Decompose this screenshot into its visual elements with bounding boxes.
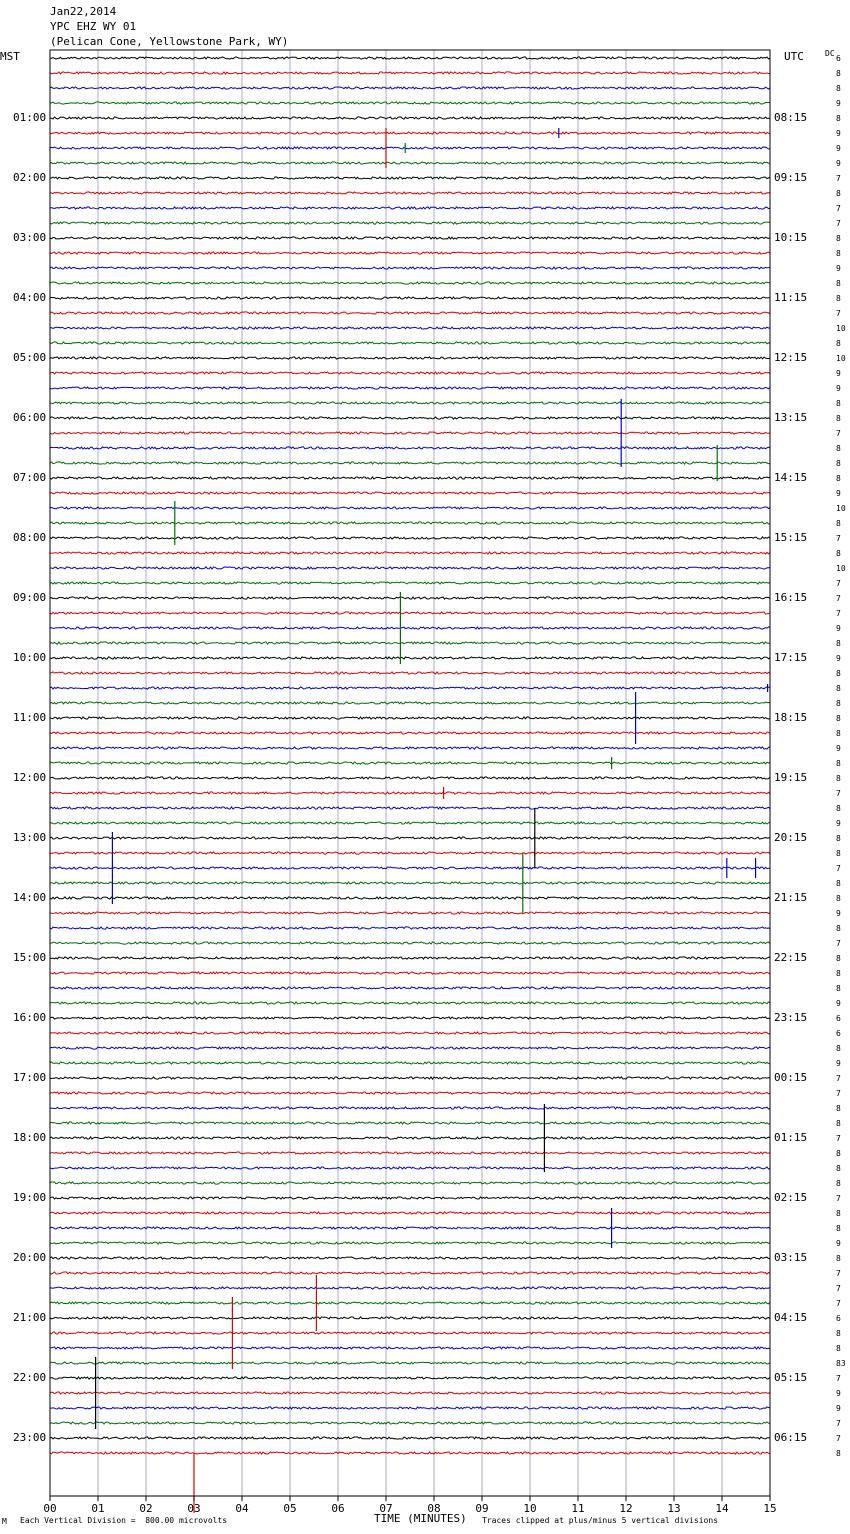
dc-value: 8 [836,444,841,453]
trace-row [50,1272,770,1274]
dc-value: 10 [836,324,846,333]
dc-value: 7 [836,429,841,438]
dc-value: 9 [836,489,841,498]
trace-row [50,297,770,299]
x-tick-label: 01 [91,1502,105,1515]
x-tick-label: 11 [571,1502,585,1515]
trace-rows [50,57,770,1454]
mst-hour-label: 15:00 [13,951,47,964]
trace-row [50,207,770,209]
dc-value: 8 [836,1344,841,1353]
trace-row [50,687,770,689]
dc-value: 7 [836,789,841,798]
trace-row [50,177,770,179]
mst-hour-label: 14:00 [13,891,47,904]
trace-row [50,972,770,974]
trace-row [50,117,770,119]
trace-row [50,537,770,539]
dc-value: 6 [836,54,841,63]
mst-hour-label: 08:00 [13,531,47,544]
trace-row [50,1167,770,1169]
trace-row [50,1092,770,1094]
dc-value: 9 [836,144,841,153]
header-location: (Pelican Cone, Yellowstone Park, WY) [50,35,289,48]
trace-row [50,822,770,824]
trace-row [50,1182,770,1184]
dc-value: 10 [836,564,846,573]
dc-value: 6 [836,1314,841,1323]
mst-hour-label: 10:00 [13,651,47,664]
trace-row [50,612,770,614]
dc-value: 7 [836,1374,841,1383]
clip-note: Traces clipped at plus/minus 5 vertical divisions [482,1516,719,1525]
mst-hour-label: 23:00 [13,1431,47,1444]
utc-hour-label: 09:15 [774,171,808,184]
trace-row [50,897,770,899]
mst-hour-label: 13:00 [13,831,47,844]
dc-value: 8 [836,1044,841,1053]
header-date: Jan22,2014 [50,5,117,18]
trace-row [50,1062,770,1064]
dc-value: 8 [836,1179,841,1188]
dc-value: 9 [836,159,841,168]
trace-row [50,672,770,674]
utc-hour-label: 17:15 [774,651,808,664]
mst-hour-label: 18:00 [13,1131,47,1144]
x-tick-label: 13 [667,1502,681,1515]
trace-row [50,1452,770,1454]
utc-hour-label: 05:15 [774,1371,808,1384]
dc-value: 10 [836,504,846,513]
x-tick-label: 15 [763,1502,777,1515]
trace-row [50,1242,770,1244]
mst-hour-label: 19:00 [13,1191,47,1204]
utc-hour-label: 23:15 [774,1011,808,1024]
dc-value: 7 [836,594,841,603]
utc-hour-label: 16:15 [774,591,808,604]
trace-row [50,1317,770,1319]
trace-row [50,1212,770,1214]
trace-row [50,627,770,629]
dc-value: 8 [836,699,841,708]
dc-value: 9 [836,654,841,663]
dc-value: 7 [836,534,841,543]
trace-row [50,282,770,284]
trace-row [50,222,770,224]
mst-hour-label: 01:00 [13,111,47,124]
utc-hour-label: 14:15 [774,471,808,484]
dc-value: 8 [836,1329,841,1338]
dc-value: 9 [836,999,841,1008]
trace-row [50,987,770,989]
utc-hour-label: 15:15 [774,531,808,544]
dc-value: 9 [836,369,841,378]
trace-row [50,1257,770,1259]
dc-value: 7 [836,174,841,183]
dc-value: 8 [836,684,841,693]
utc-hour-label: 13:15 [774,411,808,424]
dc-value: 8 [836,549,841,558]
trace-row [50,57,770,59]
trace-row [50,792,770,794]
trace-row [50,1392,770,1394]
mst-hour-label: 05:00 [13,351,47,364]
trace-row [50,912,770,914]
trace-row [50,522,770,524]
dc-value: 8 [836,1119,841,1128]
x-tick-label: 08 [427,1502,441,1515]
dc-value: 9 [836,744,841,753]
trace-row [50,1437,770,1439]
seismic-events [96,128,768,1513]
dc-value: 8 [836,459,841,468]
dc-value: 8 [836,339,841,348]
dc-value: 7 [836,609,841,618]
dc-value: 9 [836,1239,841,1248]
trace-row [50,402,770,404]
dc-value: 8 [836,834,841,843]
dc-value: 8 [836,1149,841,1158]
dc-value: 8 [836,294,841,303]
trace-row [50,732,770,734]
dc-value: 7 [836,219,841,228]
utc-hour-label: 11:15 [774,291,808,304]
dc-value: 7 [836,309,841,318]
x-tick-label: 14 [715,1502,729,1515]
x-tick-label: 10 [523,1502,537,1515]
dc-value: 9 [836,1404,841,1413]
trace-row [50,642,770,644]
mst-hour-label: 03:00 [13,231,47,244]
trace-row [50,1362,770,1364]
trace-row [50,327,770,329]
dc-value: 7 [836,579,841,588]
utc-hour-label: 19:15 [774,771,808,784]
trace-row [50,147,770,149]
x-axis-title: TIME (MINUTES) [374,1512,467,1525]
dc-value: 7 [836,1089,841,1098]
trace-row [50,942,770,944]
trace-row [50,252,770,254]
mst-hour-label: 22:00 [13,1371,47,1384]
mst-hour-label: 09:00 [13,591,47,604]
dc-value: 8 [836,249,841,258]
dc-value: 8 [836,519,841,528]
dc-value: 6 [836,1014,841,1023]
x-tick-label: 05 [283,1502,297,1515]
dc-value: 7 [836,1134,841,1143]
dc-value: 8 [836,1449,841,1458]
trace-row [50,1077,770,1079]
trace-row [50,162,770,164]
dc-value: 8 [836,924,841,933]
dc-value: 9 [836,1389,841,1398]
trace-row [50,1227,770,1229]
trace-row [50,1122,770,1124]
utc-hour-label: 10:15 [774,231,808,244]
trace-row [50,237,770,239]
x-tick-label: 04 [235,1502,249,1515]
mst-hour-label: 17:00 [13,1071,47,1084]
trace-row [50,597,770,599]
utc-hour-label: 02:15 [774,1191,808,1204]
trace-row [50,882,770,884]
utc-hour-label: 00:15 [774,1071,808,1084]
mst-hour-label: 20:00 [13,1251,47,1264]
x-tick-label: 09 [475,1502,489,1515]
trace-row [50,1152,770,1154]
dc-value: 7 [836,1269,841,1278]
dc-value: 8 [836,759,841,768]
trace-row [50,1197,770,1199]
trace-row [50,1347,770,1349]
mst-hour-label: 11:00 [13,711,47,724]
trace-row [50,567,770,569]
dc-value: 8 [836,69,841,78]
dc-value: 9 [836,624,841,633]
dc-value: 9 [836,384,841,393]
dc-value: 9 [836,129,841,138]
utc-hour-label: 22:15 [774,951,808,964]
dc-value: 8 [836,984,841,993]
dc-value: 8 [836,234,841,243]
trace-row [50,957,770,959]
right-axis-title: UTC [784,50,804,63]
mst-hour-label: 02:00 [13,171,47,184]
trace-row [50,1002,770,1004]
trace-row [50,702,770,704]
trace-row [50,312,770,314]
trace-row [50,417,770,419]
utc-hour-label: 06:15 [774,1431,808,1444]
dc-value: 9 [836,1059,841,1068]
mst-hour-label: 12:00 [13,771,47,784]
dc-value: 8 [836,1104,841,1113]
trace-row [50,342,770,344]
dc-value: 8 [836,84,841,93]
trace-row [50,762,770,764]
trace-row [50,852,770,854]
dc-value: 7 [836,939,841,948]
trace-row [50,372,770,374]
trace-row [50,1032,770,1034]
trace-row [50,87,770,89]
trace-row [50,387,770,389]
dc-value: 8 [836,474,841,483]
dc-value: 8 [836,969,841,978]
dc-value: 8 [836,894,841,903]
trace-row [50,1017,770,1019]
trace-row [50,1287,770,1289]
trace-row [50,1422,770,1424]
dc-value: 6 [836,1029,841,1038]
trace-row [50,747,770,749]
trace-row [50,357,770,359]
dc-value: 7 [836,1074,841,1083]
mst-hour-label: 06:00 [13,411,47,424]
utc-hour-label: 03:15 [774,1251,808,1264]
dc-value: 8 [836,879,841,888]
mst-hour-label: 07:00 [13,471,47,484]
dc-value: 9 [836,909,841,918]
dc-value: 8 [836,1224,841,1233]
trace-row [50,657,770,659]
utc-hour-label: 01:15 [774,1131,808,1144]
dc-value: 8 [836,729,841,738]
trace-row [50,1137,770,1139]
trace-row [50,1302,770,1304]
trace-row [50,552,770,554]
dc-value: 7 [836,1194,841,1203]
dc-value: 10 [836,354,846,363]
dc-value: 8 [836,279,841,288]
trace-row [50,1377,770,1379]
trace-row [50,477,770,479]
trace-row [50,777,770,779]
trace-row [50,837,770,839]
dc-title: DC [825,49,835,58]
trace-row [50,867,770,869]
scale-note: Each Vertical Division = 800.00 microvolts [20,1516,228,1525]
dc-value: 8 [836,849,841,858]
dc-value: 8 [836,1209,841,1218]
utc-hour-label: 18:15 [774,711,808,724]
mst-hour-label: 21:00 [13,1311,47,1324]
x-tick-label: 03 [187,1502,201,1515]
dc-value: 8 [836,639,841,648]
dc-value: 7 [836,204,841,213]
utc-hour-label: 20:15 [774,831,808,844]
trace-row [50,462,770,464]
dc-value: 8 [836,414,841,423]
mst-hour-label: 16:00 [13,1011,47,1024]
dc-value: 7 [836,1299,841,1308]
dc-value: 9 [836,99,841,108]
corner-mark: M [2,1517,7,1526]
dc-value: 8 [836,1254,841,1263]
trace-row [50,927,770,929]
dc-value: 7 [836,1419,841,1428]
dc-value: 8 [836,669,841,678]
trace-row [50,132,770,134]
trace-row [50,1332,770,1334]
dc-value: 8 [836,774,841,783]
x-tick-label: 06 [331,1502,345,1515]
dc-value: 83 [836,1359,846,1368]
dc-value: 8 [836,954,841,963]
utc-hour-label: 08:15 [774,111,808,124]
trace-row [50,1407,770,1409]
x-tick-label: 00 [43,1502,57,1515]
dc-value: 8 [836,189,841,198]
dc-value: 8 [836,804,841,813]
header-station: YPC EHZ WY 01 [50,20,137,33]
dc-value: 7 [836,1284,841,1293]
dc-value: 9 [836,819,841,828]
left-axis-title: MST [0,50,20,63]
trace-row [50,102,770,104]
x-tick-label: 12 [619,1502,633,1515]
dc-value: 8 [836,1164,841,1173]
trace-row [50,507,770,509]
trace-row [50,1107,770,1109]
trace-row [50,717,770,719]
trace-row [50,267,770,269]
dc-value: 8 [836,714,841,723]
x-tick-label: 02 [139,1502,153,1515]
dc-value: 7 [836,864,841,873]
utc-hour-label: 04:15 [774,1311,808,1324]
trace-row [50,72,770,74]
dc-value: 9 [836,264,841,273]
trace-row [50,807,770,809]
trace-row [50,192,770,194]
trace-row [50,492,770,494]
dc-value: 8 [836,399,841,408]
utc-hour-label: 12:15 [774,351,808,364]
x-tick-label: 07 [379,1502,393,1515]
dc-value: 8 [836,114,841,123]
trace-row [50,1047,770,1049]
trace-row [50,432,770,434]
trace-row [50,582,770,584]
trace-row [50,447,770,449]
mst-hour-label: 04:00 [13,291,47,304]
dc-value: 7 [836,1434,841,1443]
utc-hour-label: 21:15 [774,891,808,904]
